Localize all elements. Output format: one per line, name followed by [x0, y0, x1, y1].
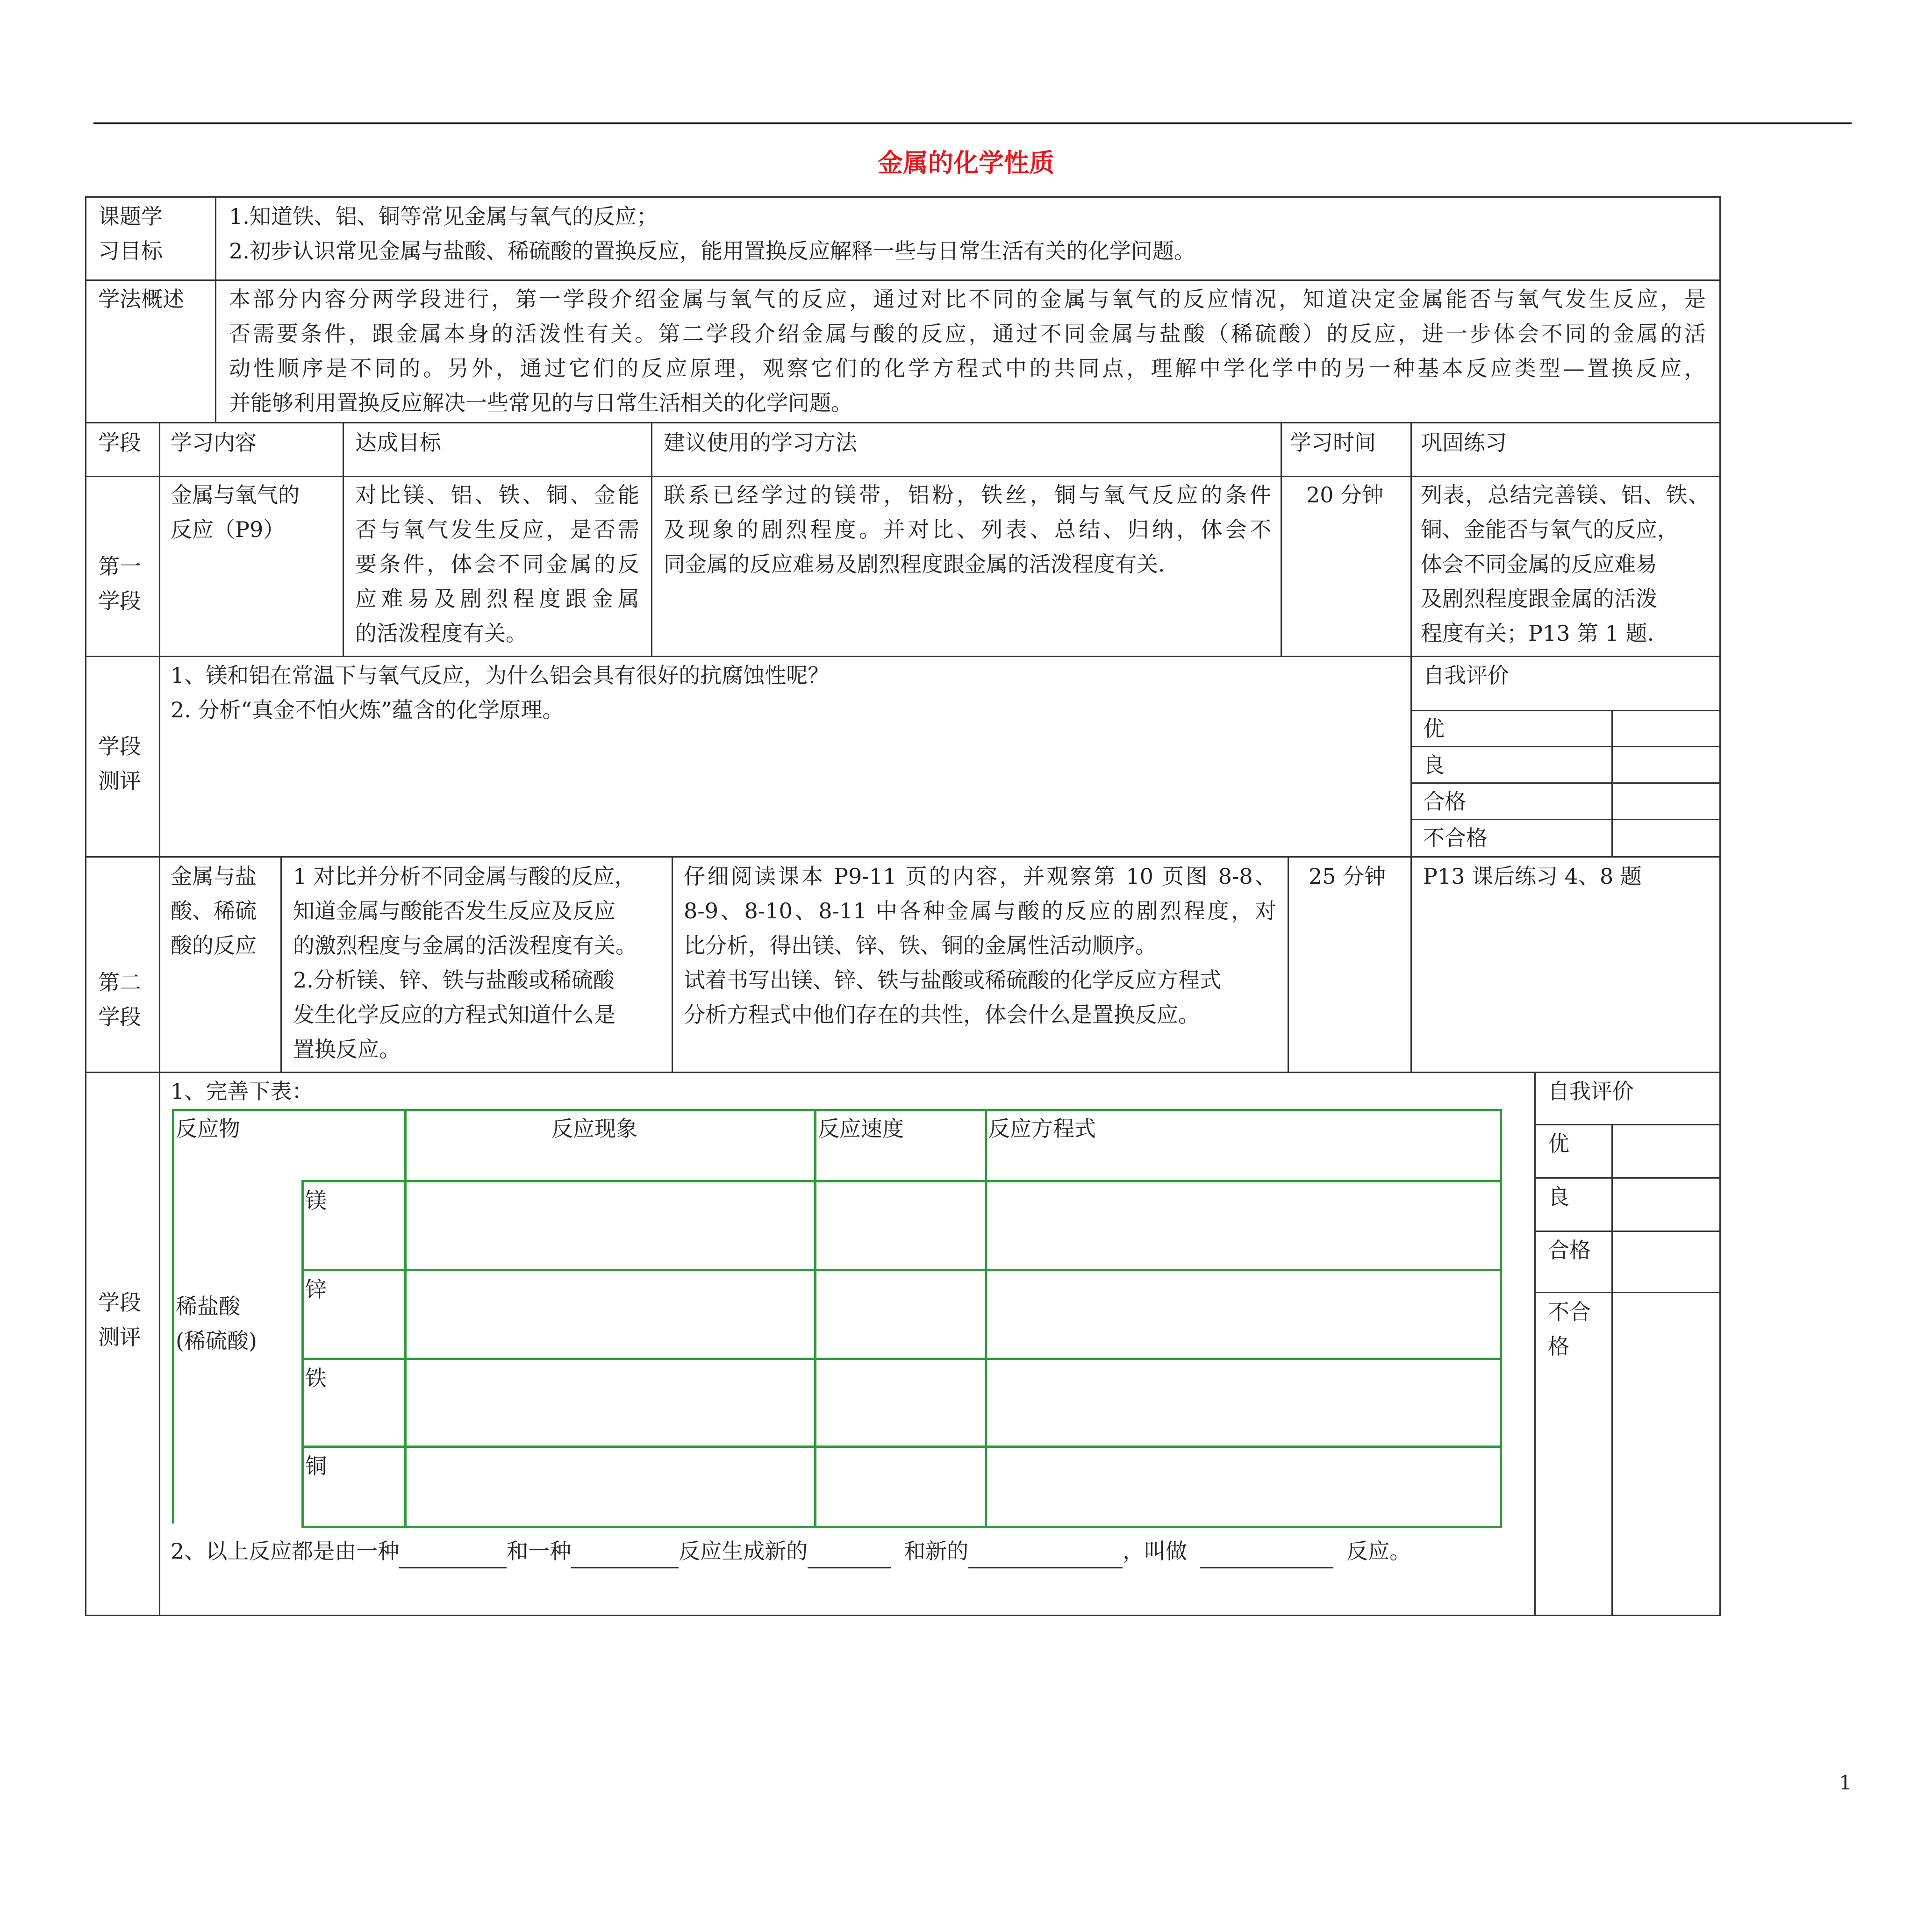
stage1-content-line1: 金属与氧气的 [171, 482, 300, 508]
header-practice: 巩固练习 [1421, 430, 1507, 455]
eval1-label-line1: 学段 [98, 734, 141, 759]
stage2-content-line3: 酸的反应 [171, 933, 257, 958]
stage1-time: 20 分钟 [1306, 482, 1384, 508]
stage1-target-line2: 否与氧气发生反应，是否需 [355, 517, 639, 542]
header-method: 建议使用的学习方法 [664, 430, 857, 455]
method-line-2: 否需要条件，跟金属本身的活泼性有关。第二学段介绍金属与酸的反应，通过不同金属与盐酸（稀硫酸）的反应，进一步体会不同的金属的活 [229, 321, 1706, 346]
fill-text-1: 2、以上反应都是由一种 [171, 1538, 400, 1564]
stage2-label-line1: 第二 [98, 970, 141, 995]
stage2-time: 25 分钟 [1309, 864, 1386, 889]
method-label: 学法概述 [98, 286, 184, 312]
header-content: 学习内容 [171, 430, 257, 455]
blank-reaction-type[interactable] [1200, 1540, 1333, 1568]
stage2-target-line2: 知道金属与酸能否发生反应及反应 [293, 898, 615, 923]
fill-text-5: ，叫做 [1123, 1538, 1188, 1564]
eval1-question-2: 2. 分析“真金不怕火炼”蕴含的化学原理。 [171, 697, 564, 723]
stage1-target-line5: 的活泼程度有关。 [355, 621, 527, 646]
eval1-grade-pass: 合格 [1423, 789, 1466, 814]
fill-text-2: 和一种 [507, 1538, 572, 1564]
table-acid-line2: (稀硫酸) [176, 1328, 257, 1353]
table-header-speed: 反应速度 [818, 1116, 904, 1141]
stage2-method-line5: 分析方程式中他们存在的共性，体会什么是置换反应。 [684, 1002, 1200, 1027]
page-title: 金属的化学性质 [878, 148, 1054, 178]
fill-in-sentence [171, 1534, 1411, 1568]
stage1-practice-line3: 体会不同金属的反应难易 [1421, 551, 1657, 577]
stage1-method-line2: 及现象的剧烈程度。并对比、列表、总结、归纳，体会不 [664, 517, 1271, 542]
blank-reactant-1[interactable] [399, 1540, 507, 1568]
header-time: 学习时间 [1290, 430, 1376, 455]
goals-label-line1: 课题学 [98, 204, 163, 229]
goals-label-line2: 习目标 [98, 238, 163, 264]
eval2-grade-fail-line2: 格 [1548, 1334, 1569, 1359]
eval2-self-eval: 自我评价 [1548, 1079, 1634, 1104]
eval2-grade-excellent: 优 [1548, 1131, 1569, 1156]
stage2-target-line4: 2.分析镁、锌、铁与盐酸或稀硫酸 [293, 967, 615, 993]
stage2-content-line1: 金属与盐 [171, 864, 257, 889]
table-header-equation: 反应方程式 [988, 1116, 1096, 1141]
stage1-target-line1: 对比镁、铝、铁、铜、金能 [355, 482, 639, 508]
eval1-grade-fail: 不合格 [1423, 825, 1488, 851]
stage1-label-line1: 第一 [98, 554, 141, 579]
header-rule [93, 122, 1852, 124]
method-line-3: 动性顺序是不同的。另外，通过它们的反应原理，观察它们的化学方程式中的共同点，理解中学化学中的另一种基本反应类型—置换反应， [229, 356, 1706, 381]
table-metal-iron: 铁 [305, 1366, 327, 1391]
stage1-practice-line4: 及剧烈程度跟金属的活泼 [1421, 586, 1657, 611]
eval2-label-line2: 测评 [98, 1324, 141, 1350]
stage1-content-line2: 反应（P9） [171, 517, 285, 542]
goal-item-1: 1.知道铁、铝、铜等常见金属与氧气的反应； [229, 204, 658, 229]
table-metal-copper: 铜 [305, 1453, 327, 1479]
eval2-grade-good: 良 [1548, 1184, 1569, 1209]
stage2-method-line1: 仔细阅读课本 P9-11 页的内容，并观察第 10 页图 8-8、 [684, 864, 1276, 889]
blank-reactant-2[interactable] [571, 1540, 679, 1568]
stage1-practice-line1: 列表，总结完善镁、铝、铁、 [1421, 482, 1710, 508]
method-line-1: 本部分内容分两学段进行，第一学段介绍金属与氧气的反应，通过对比不同的金属与氧气的反应情况，知道决定金属能否与氧气发生反应，是 [229, 286, 1706, 312]
eval1-label-line2: 测评 [98, 768, 141, 794]
stage1-method-line1: 联系已经学过的镁带，铝粉，铁丝，铜与氧气反应的条件 [664, 482, 1271, 508]
eval1-grade-excellent: 优 [1423, 716, 1445, 741]
table-header-phenomenon: 反应现象 [551, 1116, 637, 1141]
eval2-grade-fail-line1: 不合 [1548, 1299, 1591, 1324]
stage2-practice: P13 课后练习 4、8 题 [1423, 864, 1642, 889]
stage2-target-line6: 置换反应。 [293, 1037, 401, 1062]
fill-text-6: 反应。 [1346, 1538, 1411, 1564]
stage1-target-line4: 应难易及剧烈程度跟金属 [355, 586, 639, 611]
eval2-intro: 1、完善下表： [171, 1079, 314, 1104]
table-header-reactant: 反应物 [176, 1116, 240, 1141]
stage1-method-line3: 同金属的反应难易及剧烈程度跟金属的活泼程度有关. [664, 551, 1165, 577]
blank-product-2[interactable] [968, 1540, 1123, 1568]
stage2-target-line1: 1 对比并分析不同金属与酸的反应， [293, 864, 636, 889]
stage1-label-line2: 学段 [98, 588, 141, 614]
header-target: 达成目标 [355, 430, 441, 455]
stage2-method-line2: 8-9、8-10、8-11 中各种金属与酸的反应的剧烈程度，对 [684, 898, 1276, 923]
table-acid-line1: 稀盐酸 [176, 1294, 240, 1319]
stage2-target-line3: 的激烈程度与金属的活泼程度有关。 [293, 933, 637, 958]
table-metal-magnesium: 镁 [305, 1188, 327, 1213]
page-number: 1 [1839, 1771, 1852, 1794]
table-metal-zinc: 锌 [305, 1277, 327, 1302]
stage1-target-line3: 要条件，体会不同金属的反 [355, 551, 639, 577]
eval2-grade-pass: 合格 [1548, 1238, 1591, 1263]
method-line-4: 并能够利用置换反应解决一些常见的与日常生活相关的化学问题。 [229, 390, 852, 415]
fill-text-4: 和新的 [904, 1538, 969, 1564]
eval1-self-eval: 自我评价 [1423, 663, 1509, 688]
eval2-label-line1: 学段 [98, 1290, 141, 1315]
stage2-content-line2: 酸、稀硫 [171, 898, 257, 923]
eval1-question-1: 1、镁和铝在常温下与氧气反应，为什么铝会具有很好的抗腐蚀性呢？ [171, 663, 830, 688]
goal-item-2: 2.初步认识常见金属与盐酸、稀硫酸的置换反应，能用置换反应解释一些与日常生活有关的化学问题。 [229, 238, 1195, 264]
eval1-grade-good: 良 [1423, 752, 1445, 778]
fill-text-3: 反应生成新的 [679, 1538, 808, 1564]
blank-product-1[interactable] [808, 1540, 891, 1568]
header-stage: 学段 [98, 430, 141, 455]
stage2-method-line3: 比分析，得出镁、锌、铁、铜的金属性活动顺序。 [684, 933, 1157, 958]
stage1-practice-line2: 铜、金能否与氧气的反应， [1421, 517, 1679, 542]
stage2-label-line2: 学段 [98, 1004, 141, 1030]
stage1-practice-line5: 程度有关；P13 第 1 题. [1421, 621, 1654, 646]
stage2-method-line4: 试着书写出镁、锌、铁与盐酸或稀硫酸的化学反应方程式 [684, 967, 1221, 993]
stage2-target-line5: 发生化学反应的方程式知道什么是 [293, 1002, 615, 1027]
